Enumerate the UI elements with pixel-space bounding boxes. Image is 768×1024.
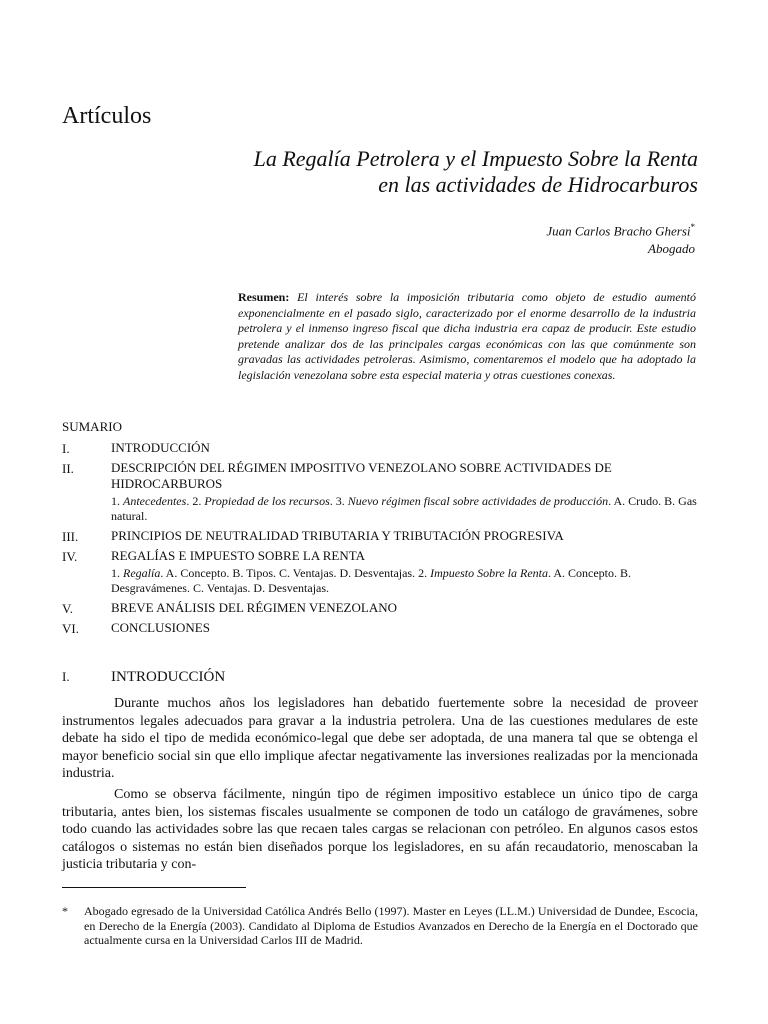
section-label: Artículos	[62, 103, 152, 129]
toc-number: I.	[62, 441, 70, 456]
footnote	[62, 904, 698, 948]
article-title-line-1: La Regalía Petrolera y el Impuesto Sobre la Renta	[253, 146, 698, 171]
toc-subtopics: 1. Regalía. A. Concepto. B. Tipos. C. Ventajas. D. Desventajas. 2. Impuesto Sobre la Renta. A. Concepto. B. Desgravámenes. C. Ventajas. D. Desventajas.	[111, 566, 631, 595]
toc-item	[62, 528, 698, 544]
toc-number: V.	[62, 601, 73, 616]
toc-subtopics: 1. Antecedentes. 2. Propiedad de los recursos. 3. Nuevo régimen fiscal sobre actividades de producción. A. Crudo. B. Gas natural.	[111, 494, 697, 523]
author-block	[295, 218, 695, 258]
toc-title: BREVE ANÁLISIS DEL RÉGIMEN VENEZOLANO	[111, 600, 397, 615]
footnote-divider	[62, 887, 246, 888]
section-number: I.	[62, 669, 70, 684]
body-paragraph: Durante muchos años los legisladores han debatido fuertemente sobre la necesidad de proveer instrumentos legales adecuados para gravar a la industria petrolera. Una de las cuestiones medulares de este debate ha sido el tipo de medida económico-legal que debe ser adoptada, de una manera tal que se obtenga el mayor beneficio social sin que ello implique afectar negativamente las inversiones realizadas por la mencionada industria.	[62, 696, 698, 782]
introduccion-heading	[62, 668, 698, 686]
toc-title: PRINCIPIOS DE NEUTRALIDAD TRIBUTARIA Y TRIBUTACIÓN PROGRESIVA	[111, 528, 564, 543]
footnote-text: Abogado egresado de la Universidad Católica Andrés Bello (1997). Master en Leyes (LL.M.) Universidad de Dundee, Escocia, en Derecho de la Energía (2003). Candidato al Diploma de Estudios Avanzados en Derecho de la Energía en el Doctorado que actualmente cursa en la Universidad Carlos III de Madrid.	[84, 904, 698, 948]
toc-number: III.	[62, 529, 79, 544]
toc-title: INTRODUCCIÓN	[111, 440, 210, 455]
toc-number: VI.	[62, 621, 79, 636]
abstract-label: Resumen:	[238, 290, 290, 304]
article-title	[58, 146, 698, 198]
toc-title: CONCLUSIONES	[111, 620, 210, 635]
toc-item	[62, 548, 698, 596]
author-role: Abogado	[648, 241, 695, 257]
article-title-line-2: en las actividades de Hidrocarburos	[378, 172, 698, 197]
toc-item	[62, 620, 698, 636]
body-paragraph: Como se observa fácilmente, ningún tipo de régimen impositivo establece un único tipo de carga tributaria, antes bien, los sistemas fiscales usualmente se componen de todo un catálogo de gravámenes, sobre todo cuando las actividades sobre las que recaen tales cargas se relacionan con petróleo. En algunos casos estos catálogos o sistemas no están bien diseñados porque los legisladores, en su afán recaudatorio, menoscaban la justicia tributaria y con-	[62, 787, 698, 873]
sumario-heading: SUMARIO	[62, 419, 122, 434]
footnote-mark: *	[62, 904, 68, 918]
toc-item	[62, 460, 698, 524]
toc-title: REGALÍAS E IMPUESTO SOBRE LA RENTA	[111, 548, 366, 563]
toc-item	[62, 440, 698, 456]
author-name: Juan Carlos Bracho Ghersi	[546, 223, 691, 239]
abstract	[238, 290, 696, 384]
abstract-text: El interés sobre la imposición tributaria como objeto de estudio aumentó exponencialmente en el pasado siglo, caracterizado por el enorme desarrollo de la industria petrolera y el inmenso ingreso fiscal que dicha industria era capaz de producir. Este estudio pretende analizar dos de las principales cargas económicas con las que comúnmente son gravadas las actividades petroleras. Asimismo, comentaremos el modelo que ha adoptado la legislación venezolana sobre esta especial materia y otras cuestiones conexas.	[238, 290, 697, 382]
toc-number: IV.	[62, 549, 78, 564]
toc-item	[62, 600, 698, 616]
author-footnote-mark: *	[690, 222, 695, 232]
section-title: INTRODUCCIÓN	[111, 669, 226, 685]
toc-number: II.	[62, 461, 74, 476]
table-of-contents	[62, 440, 698, 640]
toc-title: DESCRIPCIÓN DEL RÉGIMEN IMPOSITIVO VENEZOLANO SOBRE ACTIVIDADES DE HIDROCARBUROS	[111, 460, 612, 491]
